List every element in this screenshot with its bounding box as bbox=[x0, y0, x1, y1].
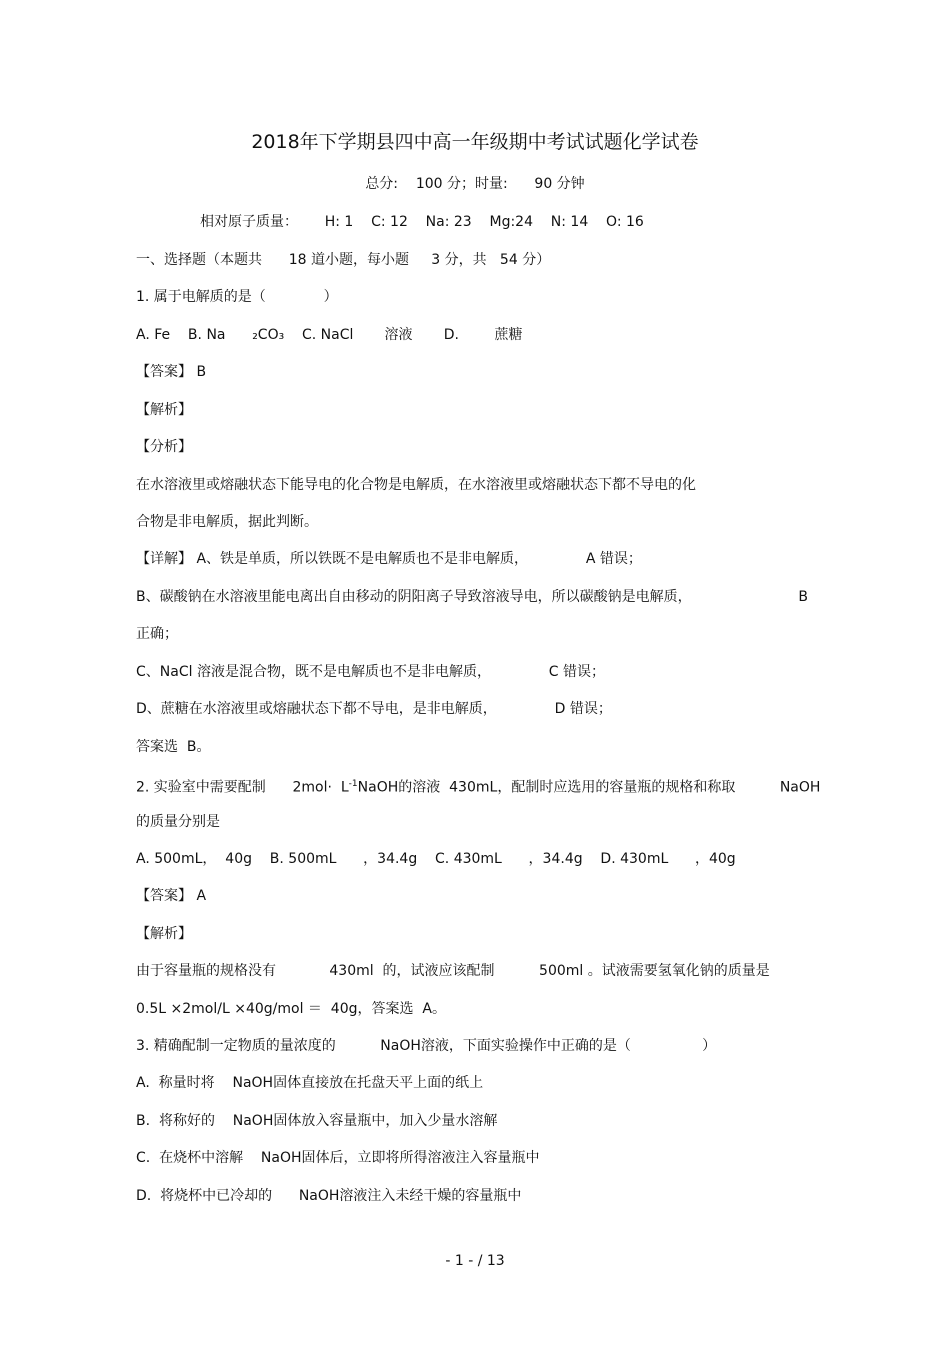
q2-stem: 2. 实验室中需要配制 $2mol\cdot L^{-1}NaOH$的溶液 430mL，配制时应选用的容量瓶的规格和称取 NaOH bbox=[136, 779, 821, 796]
q1-detail-line: 正确； bbox=[136, 626, 178, 642]
q1-stem: 1. 属于电解质的是（ ） bbox=[136, 289, 338, 305]
q1-options: A. Fe B. Na ₂CO₃ C. NaCl 溶液 D. 蔗糖 bbox=[136, 327, 523, 343]
q1-answer: 【答案】 B bbox=[136, 364, 207, 380]
exam-info: 总分: 100 分；时量: 90 分钟 bbox=[365, 176, 585, 192]
q2-analysis-line: 0.5L ×2mol/L ×40g/mol ＝ 40g，答案选 A。 bbox=[136, 1001, 446, 1017]
q1-detail-line: C、NaCl 溶液是混合物，既不是电解质也不是非电解质， C 错误； bbox=[136, 664, 606, 680]
q3-option-c: C. 在烧杯中溶解 NaOH固体后，立即将所得溶液注入容量瓶中 bbox=[136, 1150, 540, 1166]
atomic-mass-line: 相对原子质量： H: 1 C: 12 Na: 23 Mg:24 N: 14 O: 16 bbox=[200, 214, 644, 230]
q1-analysis-line: 在水溶液里或熔融状态下能导电的化合物是电解质，在水溶液里或熔融状态下都不导电的化 bbox=[136, 477, 696, 493]
q3-option-b: B. 将称好的 NaOH固体放入容量瓶中，加入少量水溶解 bbox=[136, 1113, 498, 1129]
q1-fenxi-label: 【分析】 bbox=[136, 439, 192, 455]
page-number: - 1 - / 13 bbox=[445, 1253, 505, 1269]
q2-jiexi-label: 【解析】 bbox=[136, 926, 192, 942]
q2-stem-cont: 的质量分别是 bbox=[136, 814, 220, 830]
q3-option-d: D. 将烧杯中已冷却的 NaOH溶液注入未经干燥的容量瓶中 bbox=[136, 1188, 522, 1204]
q1-detail-line: D、蔗糖在水溶液里或熔融状态下都不导电，是非电解质， D 错误； bbox=[136, 701, 612, 717]
q2-answer: 【答案】 A bbox=[136, 888, 207, 904]
q3-stem: 3. 精确配制一定物质的量浓度的 NaOH溶液，下面实验操作中正确的是（ ） bbox=[136, 1038, 717, 1054]
section-heading: 一、选择题（本题共 18 道小题，每小题 3 分，共 54 分） bbox=[136, 252, 551, 268]
q1-detail-line: 【详解】 A、铁是单质，所以铁既不是电解质也不是非电解质， A 错误； bbox=[136, 551, 642, 567]
q2-options: A. 500mL， 40g B. 500mL ，34.4g C. 430mL ，34.4g D. 430mL ，40g bbox=[136, 851, 736, 867]
page-title: 2018年下学期县四中高一年级期中考试试题化学试卷 bbox=[251, 131, 699, 153]
q1-conclusion: 答案选 B。 bbox=[136, 739, 211, 755]
q2-analysis-line: 由于容量瓶的规格没有 430ml 的，试液应该配制 500ml 。试液需要氢氧化钠的质量是 bbox=[136, 963, 770, 979]
q1-jiexi-label: 【解析】 bbox=[136, 402, 192, 418]
q3-option-a: A. 称量时将 NaOH固体直接放在托盘天平上面的纸上 bbox=[136, 1075, 484, 1091]
q1-detail-line: B、碳酸钠在水溶液里能电离出自由移动的阴阳离子导致溶液导电，所以碳酸钠是电解质， B bbox=[136, 589, 809, 605]
q1-analysis-line: 合物是非电解质，据此判断。 bbox=[136, 514, 318, 530]
